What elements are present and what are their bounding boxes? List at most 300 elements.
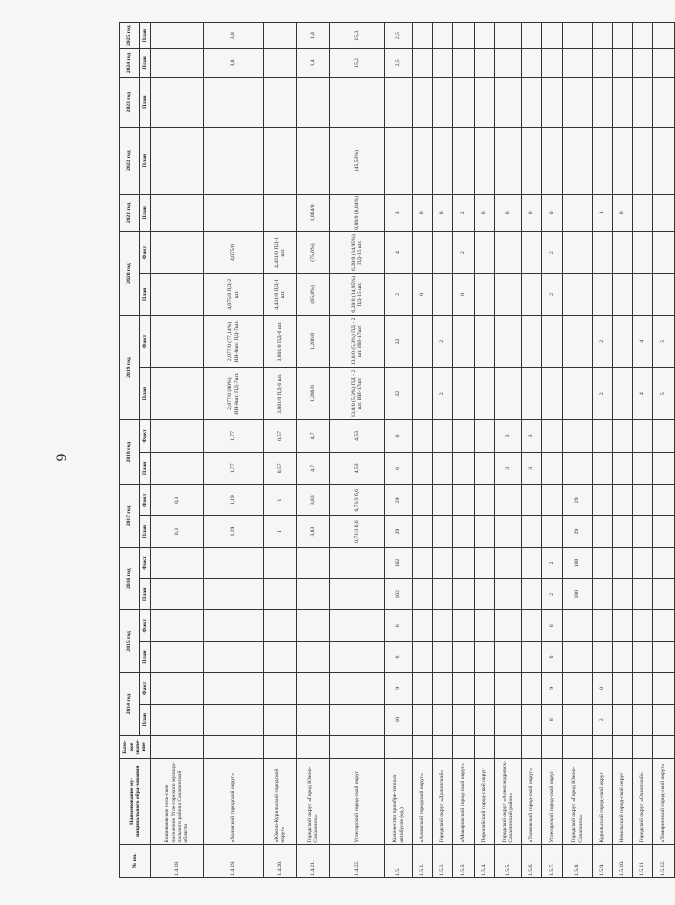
value-cell: 2	[433, 368, 453, 420]
value-cell	[542, 127, 563, 194]
value-cell	[563, 273, 593, 315]
value-cell: 102	[385, 547, 413, 578]
value-cell: 1	[593, 194, 613, 232]
value-cell	[475, 49, 495, 77]
value-cell	[151, 23, 204, 49]
value-cell: 1,206/0	[297, 368, 330, 420]
base-value	[264, 735, 297, 758]
value-cell	[204, 610, 264, 641]
value-cell	[264, 49, 297, 77]
header-plan: План	[140, 127, 151, 194]
base-value	[522, 735, 542, 758]
value-cell: 4	[633, 368, 653, 420]
value-cell	[453, 641, 475, 672]
value-cell: 0	[433, 194, 453, 232]
value-cell	[151, 704, 204, 735]
value-cell	[653, 641, 675, 672]
row-number: 1.5.7.	[542, 844, 563, 877]
value-cell	[151, 420, 204, 452]
value-cell	[433, 516, 453, 547]
value-cell	[151, 579, 204, 610]
value-cell	[613, 77, 633, 127]
value-cell	[330, 610, 385, 641]
value-cell	[613, 273, 633, 315]
value-cell: 2,077/0 (77,14%) ИИ-8шт. ПД-7шт.	[204, 315, 264, 367]
value-cell: 15,3	[330, 23, 385, 49]
table-row	[563, 23, 593, 878]
value-cell	[563, 194, 593, 232]
value-cell	[593, 49, 613, 77]
value-cell	[433, 673, 453, 704]
value-cell: 1	[264, 516, 297, 547]
value-cell	[495, 641, 522, 672]
table-row	[613, 23, 633, 878]
value-cell	[330, 547, 385, 578]
value-cell	[475, 673, 495, 704]
value-cell: 0	[613, 194, 633, 232]
row-number: 1.5.3.	[453, 844, 475, 877]
value-cell	[151, 232, 204, 274]
value-cell: 13,8/0 (5,3%) ПД - 2 шт. ИИ-17шт	[330, 368, 385, 420]
value-cell: 6	[385, 641, 413, 672]
value-cell	[475, 516, 495, 547]
value-cell	[563, 368, 593, 420]
value-cell	[413, 452, 433, 484]
row-number: 1.5.8.	[563, 844, 593, 877]
value-cell	[475, 452, 495, 484]
value-cell: 3,83	[297, 516, 330, 547]
value-cell	[593, 127, 613, 194]
table-row	[264, 23, 297, 878]
value-cell	[297, 77, 330, 127]
base-value	[385, 735, 413, 758]
value-cell: 2	[385, 273, 413, 315]
value-cell	[330, 641, 385, 672]
value-cell	[633, 452, 653, 484]
value-cell	[495, 49, 522, 77]
value-cell	[297, 704, 330, 735]
value-cell	[413, 673, 433, 704]
header-fact: Факт	[140, 420, 151, 452]
value-cell	[522, 579, 542, 610]
value-cell	[495, 516, 522, 547]
value-cell: 0	[453, 273, 475, 315]
value-cell	[542, 49, 563, 77]
value-cell	[297, 641, 330, 672]
value-cell	[495, 273, 522, 315]
value-cell	[453, 704, 475, 735]
table-row	[653, 23, 675, 878]
header-plan: План	[140, 579, 151, 610]
value-cell	[495, 315, 522, 367]
value-cell	[433, 49, 453, 77]
header-plan: План	[140, 452, 151, 484]
value-cell	[413, 641, 433, 672]
value-cell: 2	[542, 232, 563, 274]
value-cell: 1,064/0	[297, 194, 330, 232]
base-value	[633, 735, 653, 758]
value-cell: 0,71/3 6,6	[330, 516, 385, 547]
value-cell	[633, 547, 653, 578]
header-fact: Факт	[140, 547, 151, 578]
value-cell	[413, 516, 433, 547]
value-cell: 2	[542, 547, 563, 578]
value-cell: 0	[495, 194, 522, 232]
value-cell	[633, 641, 653, 672]
row-number: 1.5.12.	[653, 844, 675, 877]
value-cell	[475, 420, 495, 452]
value-cell	[453, 127, 475, 194]
value-cell	[613, 232, 633, 274]
table-row	[330, 23, 385, 878]
value-cell: 5	[653, 315, 675, 367]
value-cell: 1	[264, 485, 297, 516]
base-value	[653, 735, 675, 758]
value-cell: 4,075/0	[204, 232, 264, 274]
municipality-name: Невельский город-ской округ	[613, 758, 633, 844]
value-cell	[413, 420, 433, 452]
value-cell	[495, 485, 522, 516]
value-cell	[495, 127, 522, 194]
value-cell: 3	[522, 420, 542, 452]
value-cell: (65,8%)	[297, 273, 330, 315]
value-cell: 4,075/0 ПД-2 шт.	[204, 273, 264, 315]
row-number: 1.5.	[385, 844, 413, 877]
value-cell: 0	[413, 273, 433, 315]
value-cell	[522, 23, 542, 49]
value-cell	[563, 673, 593, 704]
value-cell	[522, 673, 542, 704]
header-year: 2018 год	[120, 420, 140, 485]
value-cell	[297, 610, 330, 641]
value-cell	[633, 704, 653, 735]
value-cell: 4,7	[297, 452, 330, 484]
value-cell	[613, 420, 633, 452]
value-cell	[613, 579, 633, 610]
value-cell: 0,57	[264, 420, 297, 452]
value-cell	[653, 485, 675, 516]
value-cell	[593, 420, 613, 452]
value-cell	[453, 49, 475, 77]
value-cell	[475, 368, 495, 420]
value-cell: 2	[542, 273, 563, 315]
value-cell	[522, 273, 542, 315]
value-cell	[433, 23, 453, 49]
table-row	[522, 23, 542, 878]
value-cell	[475, 315, 495, 367]
base-value	[542, 735, 563, 758]
value-cell	[633, 485, 653, 516]
value-cell: 4,431/0 ПД-1 шт.	[264, 273, 297, 315]
value-cell	[433, 485, 453, 516]
value-cell	[522, 315, 542, 367]
base-value	[495, 735, 522, 758]
value-cell	[453, 77, 475, 127]
value-cell	[433, 273, 453, 315]
table-row	[633, 23, 653, 878]
header-base: Базо-вое значе-ние	[120, 735, 151, 758]
value-cell	[433, 232, 453, 274]
value-cell	[613, 315, 633, 367]
value-cell	[475, 579, 495, 610]
table-row	[495, 23, 522, 878]
value-cell	[613, 610, 633, 641]
header-plan: План	[140, 194, 151, 232]
value-cell: 3,801/0 ПД-6 шт.	[264, 315, 297, 367]
value-cell	[413, 368, 433, 420]
base-value	[563, 735, 593, 758]
value-cell	[542, 315, 563, 367]
value-cell: 13,8/0 (5,3%) ПД - 2 шт. ИИ-17шт	[330, 315, 385, 367]
value-cell	[453, 485, 475, 516]
value-cell: 0	[593, 673, 613, 704]
value-cell	[475, 77, 495, 127]
value-cell	[593, 23, 613, 49]
value-cell	[633, 232, 653, 274]
value-cell	[151, 127, 204, 194]
value-cell: 2	[593, 315, 613, 367]
value-cell	[653, 194, 675, 232]
header-year: 2023 год	[120, 77, 140, 127]
value-cell	[264, 23, 297, 49]
value-cell	[433, 704, 453, 735]
base-value	[613, 735, 633, 758]
value-cell	[653, 516, 675, 547]
value-cell	[413, 232, 433, 274]
value-cell	[413, 704, 433, 735]
value-cell	[653, 232, 675, 274]
value-cell	[633, 194, 653, 232]
municipality-name: Бошняковское сель-ское поселение Угле-горского муници-пального района Сахалинской области	[151, 758, 204, 844]
value-cell	[151, 368, 204, 420]
value-cell: 3	[495, 452, 522, 484]
value-cell	[453, 547, 475, 578]
value-cell	[633, 273, 653, 315]
value-cell: 5	[653, 368, 675, 420]
base-value	[433, 735, 453, 758]
value-cell: 0,88/0 (8,04%)	[330, 194, 385, 232]
value-cell: 2	[593, 368, 613, 420]
table-row	[204, 23, 264, 878]
value-cell	[633, 516, 653, 547]
row-number: 1.5.4.	[475, 844, 495, 877]
value-cell	[653, 704, 675, 735]
base-value	[330, 735, 385, 758]
value-cell	[633, 23, 653, 49]
value-cell	[613, 49, 633, 77]
value-cell	[413, 127, 433, 194]
value-cell	[413, 49, 433, 77]
header-fact: Факт	[140, 315, 151, 367]
table-row	[297, 23, 330, 878]
value-cell	[542, 420, 563, 452]
header-plan: План	[140, 516, 151, 547]
value-cell: 2	[433, 315, 453, 367]
value-cell	[593, 77, 613, 127]
row-number: 1.5.2.	[433, 844, 453, 877]
value-cell	[453, 579, 475, 610]
header-year: 2020 год	[120, 232, 140, 316]
value-cell: 3,801/0 ПД-6 шт.	[264, 368, 297, 420]
value-cell: 2	[593, 704, 613, 735]
value-cell	[151, 547, 204, 578]
value-cell: 1,4	[297, 23, 330, 49]
header-plan: План	[140, 704, 151, 735]
value-cell	[453, 420, 475, 452]
value-cell	[522, 77, 542, 127]
value-cell: 0	[475, 194, 495, 232]
value-cell	[151, 610, 204, 641]
value-cell: 2	[542, 579, 563, 610]
table-row	[151, 23, 204, 878]
row-number: 1.4.20.	[264, 844, 297, 877]
header-plan: План	[140, 49, 151, 77]
value-cell	[433, 420, 453, 452]
value-cell	[453, 315, 475, 367]
value-cell	[653, 23, 675, 49]
value-cell	[613, 368, 633, 420]
value-cell	[495, 368, 522, 420]
value-cell	[563, 127, 593, 194]
row-number: 1.5.10.	[613, 844, 633, 877]
row-number: 1.5.5.	[495, 844, 522, 877]
value-cell: 1,77	[204, 420, 264, 452]
value-cell	[563, 23, 593, 49]
value-cell: 2,5	[385, 23, 413, 49]
value-cell	[475, 273, 495, 315]
municipality-name: Городской округ «Охинский»	[633, 758, 653, 844]
rotated-table-wrapper	[119, 22, 667, 878]
value-cell	[264, 77, 297, 127]
header-fact: Факт	[140, 673, 151, 704]
value-cell	[613, 485, 633, 516]
value-cell: 9	[385, 673, 413, 704]
value-cell	[297, 579, 330, 610]
value-cell	[613, 516, 633, 547]
municipality-name: «Макаровский город-ской округ»	[453, 758, 475, 844]
value-cell: 1,77	[204, 452, 264, 484]
table-body	[151, 23, 675, 878]
value-cell	[653, 77, 675, 127]
value-cell: 9	[542, 673, 563, 704]
header-name: Наименование му-ниципального обра-зования	[120, 758, 151, 844]
value-cell	[433, 452, 453, 484]
row-number: 1.5.6.	[522, 844, 542, 877]
value-cell	[593, 610, 613, 641]
value-cell: 0	[413, 194, 433, 232]
value-cell	[433, 610, 453, 641]
value-cell	[633, 610, 653, 641]
municipality-name: «Холмский городской округ»	[204, 758, 264, 844]
value-cell: 102	[385, 579, 413, 610]
value-cell	[453, 610, 475, 641]
base-value	[297, 735, 330, 758]
value-cell: 1,19	[204, 485, 264, 516]
row-number: 1.4.22.	[330, 844, 385, 877]
table-row	[413, 23, 433, 878]
value-cell	[151, 673, 204, 704]
row-number: 1.5.11	[633, 844, 653, 877]
value-cell	[542, 516, 563, 547]
value-cell	[413, 77, 433, 127]
value-cell	[542, 452, 563, 484]
table-row	[475, 23, 495, 878]
value-cell: 4	[385, 232, 413, 274]
value-cell	[204, 641, 264, 672]
value-cell: 2	[453, 194, 475, 232]
value-cell: 1,19	[204, 516, 264, 547]
value-cell	[330, 704, 385, 735]
value-cell	[413, 610, 433, 641]
value-cell	[633, 49, 653, 77]
value-cell	[433, 77, 453, 127]
header-year: 2019 год	[120, 315, 140, 420]
value-cell	[522, 704, 542, 735]
value-cell	[495, 77, 522, 127]
header-plan: План	[140, 641, 151, 672]
municipality-name: «Томаринский город-ской округ»	[653, 758, 675, 844]
value-cell	[522, 232, 542, 274]
base-value	[453, 735, 475, 758]
value-cell	[593, 641, 613, 672]
header-plan: План	[140, 77, 151, 127]
value-cell	[330, 673, 385, 704]
row-number: 1.4.21.	[297, 844, 330, 877]
value-cell	[151, 273, 204, 315]
value-cell	[151, 77, 204, 127]
value-cell: 10	[385, 704, 413, 735]
value-cell	[653, 610, 675, 641]
header-fact: Факт	[140, 232, 151, 274]
value-cell	[264, 547, 297, 578]
value-cell	[653, 420, 675, 452]
value-cell	[653, 273, 675, 315]
value-cell	[433, 547, 453, 578]
table-row	[453, 23, 475, 878]
value-cell	[204, 704, 264, 735]
value-cell: (45,53%)	[330, 127, 385, 194]
value-cell	[264, 704, 297, 735]
value-cell: 0,3	[151, 485, 204, 516]
value-cell: 29	[385, 516, 413, 547]
table-row	[593, 23, 613, 878]
value-cell	[495, 547, 522, 578]
value-cell	[563, 704, 593, 735]
value-cell	[542, 23, 563, 49]
value-cell	[264, 673, 297, 704]
value-cell: 1,4	[297, 49, 330, 77]
value-cell	[563, 452, 593, 484]
value-cell: 29	[385, 485, 413, 516]
value-cell: 6,28/0 (14,95%) ПД-15 шт.	[330, 232, 385, 274]
header-year: 2022 год	[120, 127, 140, 194]
value-cell	[413, 23, 433, 49]
value-cell	[522, 485, 542, 516]
value-cell	[593, 547, 613, 578]
base-value	[204, 735, 264, 758]
value-cell	[633, 420, 653, 452]
value-cell	[542, 485, 563, 516]
value-cell: 0,57	[264, 452, 297, 484]
value-cell: 2,5	[385, 49, 413, 77]
value-cell	[151, 315, 204, 367]
value-cell	[563, 232, 593, 274]
value-cell	[653, 452, 675, 484]
value-cell	[633, 579, 653, 610]
value-cell	[563, 77, 593, 127]
value-cell	[542, 368, 563, 420]
value-cell: 8	[542, 704, 563, 735]
